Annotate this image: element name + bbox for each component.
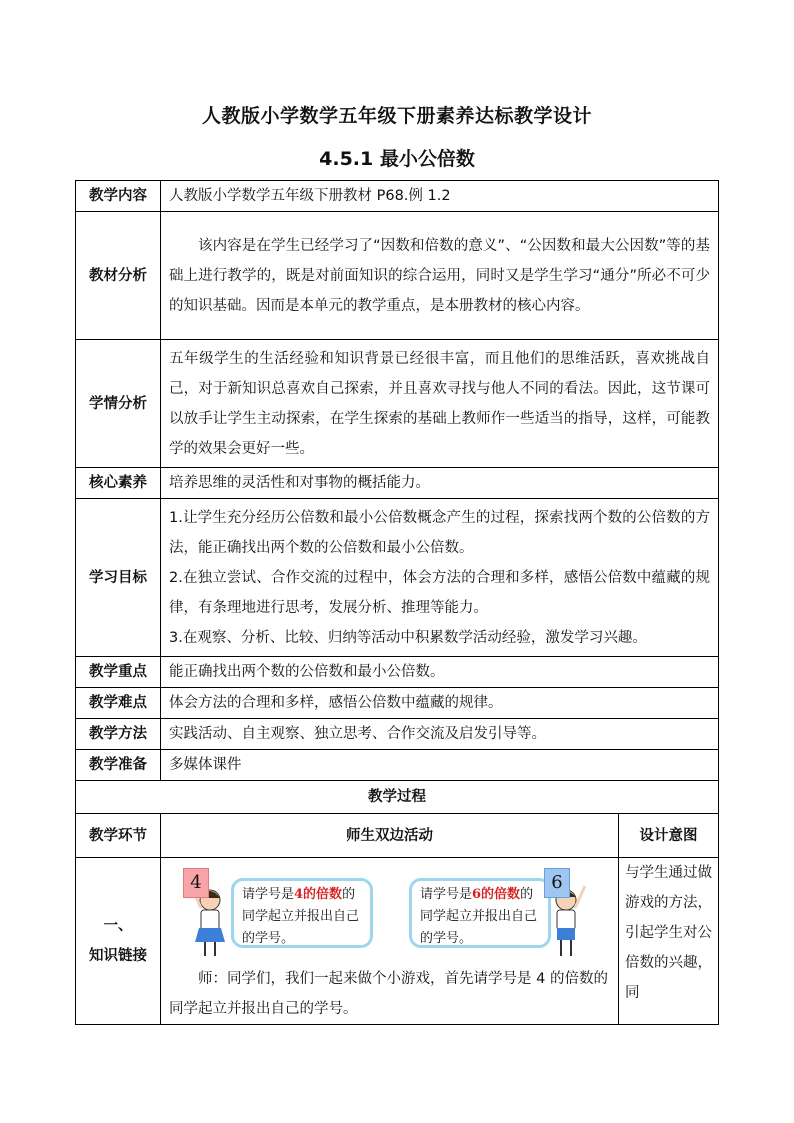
label-difficulty: 教学难点 [76,688,161,719]
label-textbook-analysis: 教材分析 [76,212,161,340]
row-methods [76,719,719,750]
stage-1-activity [161,858,619,1025]
label-key-point: 教学重点 [76,657,161,688]
number-card-4: 4 [183,868,209,898]
document-title: 人教版小学数学五年级下册素养达标教学设计 [201,105,592,127]
row-core-literacy [76,468,719,499]
value-methods: 实践活动、自主观察、独立思考、合作交流及启发引导等。 [161,719,719,750]
bubble-1-text-end: 的同学起立并报出自己的学号。 [242,887,360,946]
learning-goal-3: 3.在观察、分析、比较、归纳等活动中积累数学活动经验，激发学习兴趣。 [169,629,647,646]
col-intent: 设计意图 [619,814,719,858]
bubble-2-text-start: 请学号是 [420,887,473,902]
bubble-2-highlight: 6的倍数 [472,887,521,902]
label-learning-goals: 学习目标 [76,499,161,657]
label-methods: 教学方法 [76,719,161,750]
learning-goal-2: 2.在独立尝试、合作交流的过程中，体会方法的合理和多样，感悟公倍数中蕴藏的规律，有条理地进行思考，发展分析、推理等能力。 [169,569,710,616]
value-student-analysis: 五年级学生的生活经验和知识背景已经很丰富，而且他们的思维活跃，喜欢挑战自己，对于新知识总喜欢自己探索，并且喜欢寻找与他人不同的看法。因此，这节课可以放手让学生主动探索，在学生探索的基础上教师作一些适当的指导，这样，可能教学的效果会更好一些。 [169,350,710,457]
stage-1-intent: 与学生通过做游戏的方法，引起学生对公倍数的兴趣，同 [619,858,719,1025]
col-stage: 教学环节 [76,814,161,858]
stage-1-name: 知识链接 [89,948,147,964]
row-key-point [76,657,719,688]
row-preparation [76,750,719,781]
process-header: 教学过程 [76,781,719,814]
value-preparation: 多媒体课件 [161,750,719,781]
lesson-title: 4.5.1 最小公倍数 [319,148,475,170]
value-key-point: 能正确找出两个数的公倍数和最小公倍数。 [161,657,719,688]
row-process-header [76,781,719,814]
stage-1-cell [76,858,161,1025]
bubble-1-text-start: 请学号是 [242,887,295,902]
teacher-instruction: 师：同学们，我们一起来做个小游戏，首先请学号是 4 的倍数的同学起立并报出自己的学号。 [169,971,608,1017]
bubble-2-text-end: 的同学起立并报出自己的学号。 [420,887,538,946]
learning-goal-1: 1.让学生充分经历公倍数和最小公倍数概念产生的过程，探索找两个数的公倍数的方法，能正确找出两个数的公倍数和最小公倍数。 [169,509,710,556]
row-process-columns [76,814,719,858]
label-teaching-content: 教学内容 [76,181,161,212]
value-core-literacy: 培养思维的灵活性和对事物的概括能力。 [161,468,719,499]
col-activity: 师生双边活动 [161,814,619,858]
speech-bubble-multiples-of-6 [409,878,551,948]
label-student-analysis: 学情分析 [76,340,161,468]
game-illustration [169,868,610,960]
number-card-6: 6 [544,868,570,898]
row-learning-goals [76,499,719,657]
row-difficulty [76,688,719,719]
value-difficulty: 体会方法的合理和多样，感悟公倍数中蕴藏的规律。 [161,688,719,719]
value-textbook-analysis: 该内容是在学生已经学习了“因数和倍数的意义”、“公因数和最大公因数”等的基础上进行教学的，既是对前面知识的综合运用，同时又是学生学习“通分”所必不可少的知识基础。因而是本单元的教学重点，是本册教材的核心内容。 [169,237,710,314]
value-teaching-content: 人教版小学数学五年级下册教材 P68.例 1.2 [161,181,719,212]
speech-bubble-multiples-of-4 [231,878,373,948]
row-teaching-content [76,181,719,212]
lesson-plan-table [75,180,719,1025]
row-student-analysis [76,340,719,468]
row-stage-1 [76,858,719,1025]
bubble-1-highlight: 4的倍数 [294,887,343,902]
stage-1-number: 一、 [103,918,133,934]
label-core-literacy: 核心素养 [76,468,161,499]
label-preparation: 教学准备 [76,750,161,781]
row-textbook-analysis [76,212,719,340]
